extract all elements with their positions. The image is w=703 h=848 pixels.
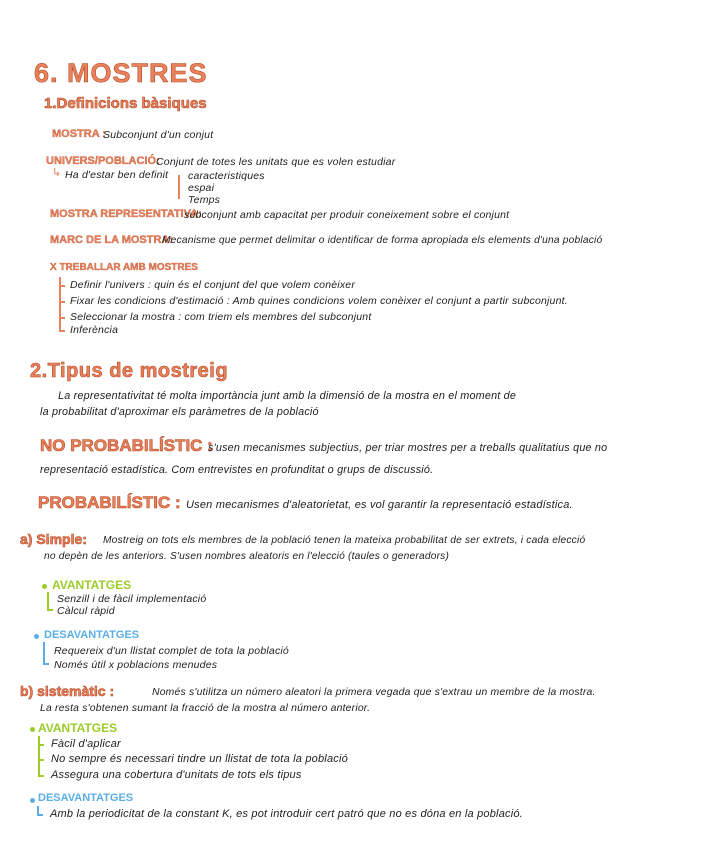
univers-term: UNIVERS/POBLACIÓ:	[46, 155, 160, 167]
bullet-icon	[42, 584, 47, 589]
simple-disadvantage: Només útil x poblacions menudes	[54, 659, 218, 671]
noprob-term: NO PROBABILÍSTIC :	[40, 436, 213, 455]
simple-term: a) Simple:	[20, 531, 87, 547]
sistematic-disadvantages-label: DESAVANTATGES	[38, 792, 134, 804]
prob-term: PROBABILÍSTIC :	[38, 493, 181, 512]
representativa-definition: subconjunt amb capacitat per produir coneixement sobre el conjunt	[184, 209, 510, 221]
treballar-item: Fixar les condicions d'estimació : Amb quines condicions volem conèixer el conjunt a partir subconjunt.	[70, 295, 568, 307]
mostra-term: MOSTRA :	[52, 128, 106, 140]
simple-advantages-label: AVANTATGES	[52, 578, 132, 592]
treballar-item: Inferència	[70, 324, 119, 336]
univers-item: espai	[188, 182, 215, 194]
bullet-icon	[34, 634, 39, 639]
simple-disadvantages-label: DESAVANTATGES	[44, 629, 140, 641]
univers-sub: Ha d'estar ben definit	[65, 169, 169, 181]
intro-line-1: La representativitat té molta importància junt amb la dimensió de la mostra en el moment de	[58, 390, 517, 402]
noprob-line-1: s'usen mecanismes subjectius, per triar mostres per a treballs qualitatius que no	[208, 442, 608, 454]
sistematic-advantage: Assegura una cobertura d'unitats de tots els tipus	[51, 769, 302, 781]
bracket	[178, 175, 180, 199]
section-2-heading: 2.Tipus de mostreig	[30, 360, 229, 382]
sistematic-advantages-label: AVANTATGES	[38, 721, 118, 735]
sistematic-disadvantage: Amb la periodicitat de la constant K, es pot introduir cert patró que no es dóna en la població.	[50, 808, 523, 820]
sistematic-advantage: Fàcil d'aplicar	[51, 738, 121, 750]
simple-advantage: Càlcul ràpid	[57, 605, 115, 617]
representativa-term: MOSTRA REPRESENTATIVA:	[50, 208, 202, 220]
sistematic-line-2: La resta s'obtenen sumant la fracció de la mostra al número anterior.	[40, 703, 371, 714]
simple-disadvantage: Requereix d'un llistat complet de tota la població	[54, 645, 289, 657]
page-title: 6. MOSTRES	[34, 58, 208, 88]
intro-line-2: la probabilitat d'aproximar els paràmetres de la població	[40, 406, 319, 418]
arrow-icon: ↳	[52, 167, 62, 179]
univers-definition: Conjunt de totes les unitats que es volen estudiar	[156, 156, 396, 168]
treballar-item: Seleccionar la mostra : com triem els membres del subconjunt	[70, 311, 372, 323]
sistematic-term: b) sistemàtic :	[20, 683, 115, 699]
section-1-heading: 1.Definicions bàsiques	[44, 95, 207, 112]
bullet-icon	[30, 798, 35, 803]
treballar-term: X TREBALLAR AMB MOSTRES	[50, 262, 198, 273]
marc-term: MARC DE LA MOSTRA:	[50, 234, 174, 246]
mostra-definition: Subconjunt d'un conjut	[103, 129, 214, 141]
sistematic-line-1: Només s'utilitza un número aleatori la primera vegada que s'extrau un membre de la mostra.	[152, 687, 596, 698]
univers-item: Temps	[188, 194, 221, 206]
noprob-line-2: representació estadística. Com entrevistes en profunditat o grups de discussió.	[40, 464, 434, 476]
marc-definition: Mecanisme que permet delimitar o identificar de forma apropiada els elements d'una població	[162, 235, 603, 246]
simple-advantage: Senzill i de fàcil implementació	[57, 593, 207, 605]
sistematic-advantage: No sempre és necessari tindre un llistat de tota la població	[51, 753, 348, 765]
bullet-icon	[30, 727, 35, 732]
simple-line-1: Mostreig on tots els membres de la població tenen la mateixa probabilitat de ser extrets, i cada elecció	[103, 535, 586, 546]
univers-item: caracteristiques	[188, 170, 265, 182]
treballar-item: Definir l'univers : quin és el conjunt del que volem conèixer	[70, 279, 356, 291]
simple-line-2: no depèn de les anteriors. S'usen nombres aleatoris en l'elecció (taules o generadors)	[44, 551, 450, 562]
prob-definition: Usen mecanismes d'aleatorietat, es vol garantir la representació estadística.	[186, 499, 573, 511]
